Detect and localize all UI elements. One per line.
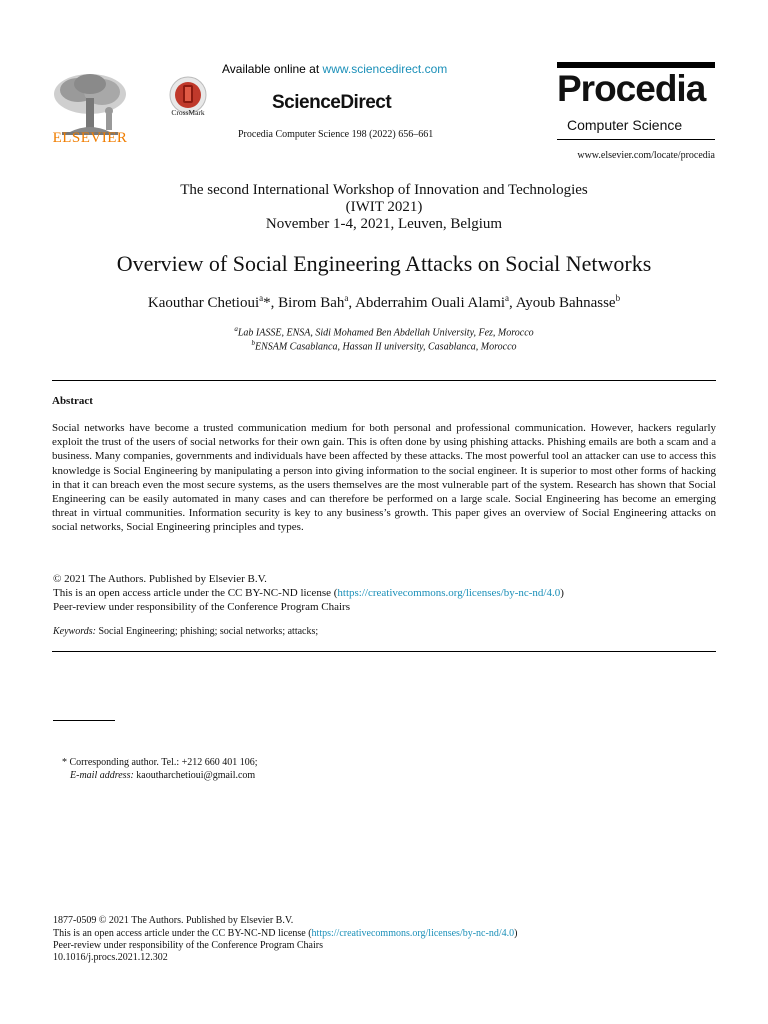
available-online [222,62,447,76]
license-link[interactable]: https://creativecommons.org/licenses/by-nc-nd/4.0 [337,587,561,599]
elsevier-wordmark: ELSEVIER [52,130,128,146]
divider-top [52,380,716,381]
author-name: Abderrahim Ouali Alami [355,295,506,311]
sciencedirect-link[interactable]: www.sciencedirect.com [322,62,448,76]
issn-line: 1877-0509 © 2021 The Authors. Published by Elsevier B.V. [53,915,294,926]
author-separator: *, [263,295,279,311]
journal-url[interactable]: www.elsevier.com/locate/procedia [577,150,715,161]
conference-date-location: November 1-4, 2021, Leuven, Belgium [265,216,503,232]
keywords-list: Social Engineering; phishing; social networks; attacks; [95,626,319,637]
crossmark-label: CrossMark [171,108,205,117]
footer-peer-review: Peer-review under responsibility of the Conference Program Chairs [53,940,323,951]
author-separator: , [509,295,516,311]
footer-license-line [53,928,517,939]
affiliation-b [0,339,768,352]
procedia-subtitle: Computer Science [567,117,683,133]
author-name: Ayoub Bahnasse [515,295,616,311]
affil-mark: a [234,325,238,333]
affil-text: ENSAM Casablanca, Hassan II university, Casablanca, Morocco [254,341,517,353]
peer-review-line: Peer-review under responsibility of the Conference Program Chairs [53,601,350,613]
conference-acronym: (IWIT 2021) [345,199,423,215]
keywords-label: Keywords: [53,626,96,637]
author-affil-mark: a [505,293,510,303]
divider-bottom [52,651,716,652]
license-line [53,587,693,600]
footer-license-prefix: This is an open access article under the CC BY-NC-ND license ( [53,928,312,939]
email-line [70,770,255,781]
email-label: E-mail address: [70,770,134,781]
author-affil-mark: a [344,293,349,303]
author-name: Kaouthar Chetioui [147,295,260,311]
journal-citation: Procedia Computer Science 198 (2022) 656–661 [238,129,434,140]
footnote-rule [53,720,115,721]
copyright-line: © 2021 The Authors. Published by Elsevier B.V. [53,573,267,585]
paper-title: Overview of Social Engineering Attacks on Social Networks [116,251,652,276]
author-separator: , [348,295,356,311]
email-address[interactable]: kaoutharchetioui@gmail.com [133,770,256,781]
author-name: Birom Bah [278,295,345,311]
author-list [0,293,768,312]
author-affil-mark: a [259,293,264,303]
procedia-title: Procedia [557,68,706,109]
crossmark-icon[interactable] [166,68,210,126]
affil-mark: b [251,339,255,347]
abstract-heading: Abstract [52,395,93,407]
license-prefix: This is an open access article under the CC BY-NC-ND license ( [53,587,338,599]
available-online-prefix: Available online at [222,62,323,76]
license-suffix: ) [560,587,564,599]
doi[interactable]: 10.1016/j.procs.2021.12.302 [53,952,168,963]
sciencedirect-logo: ScienceDirect [272,92,392,113]
affiliation-a [0,325,768,338]
keywords [53,626,318,637]
author-affil-mark: b [615,293,621,303]
abstract-body: Social networks have become a trusted communication medium for both personal and professional communication. However, hackers regularly exploit the trust of the users of social networks for their own gain. This is often done by using phishing attacks. Phishing emails are both a scam and a business. Many companies, governments and individuals have been affected by these attacks. The most powerful tool an attacker can use to access this knowledge is Social Engineering by manipulating a person into giving information to the social engineer. It is superior to most other forms of hacking in that it can breach even the most secure systems, as the users themselves are the most vulnerable part of the system. Research has shown that Social Engineering can be easily automated in many cases and can therefore be performed on a large scale. Social Engineering has become an emerging threat in virtual communities. Information security is key to any business’s growth. This paper gives an overview of Social Engineering attacks on social networks, Social Engineering principles and types. [52,422,716,534]
footer-license-link[interactable]: https://creativecommons.org/licenses/by-nc-nd/4.0 [311,928,515,939]
footer-license-suffix: ) [514,928,518,939]
conference-name: The second International Workshop of Innovation and Technologies [180,182,588,198]
corresponding-author: * Corresponding author. Tel.: +212 660 401 106; [62,757,258,768]
affil-text: Lab IASSE, ENSA, Sidi Mohamed Ben Abdellah University, Fez, Morocco [237,327,534,339]
